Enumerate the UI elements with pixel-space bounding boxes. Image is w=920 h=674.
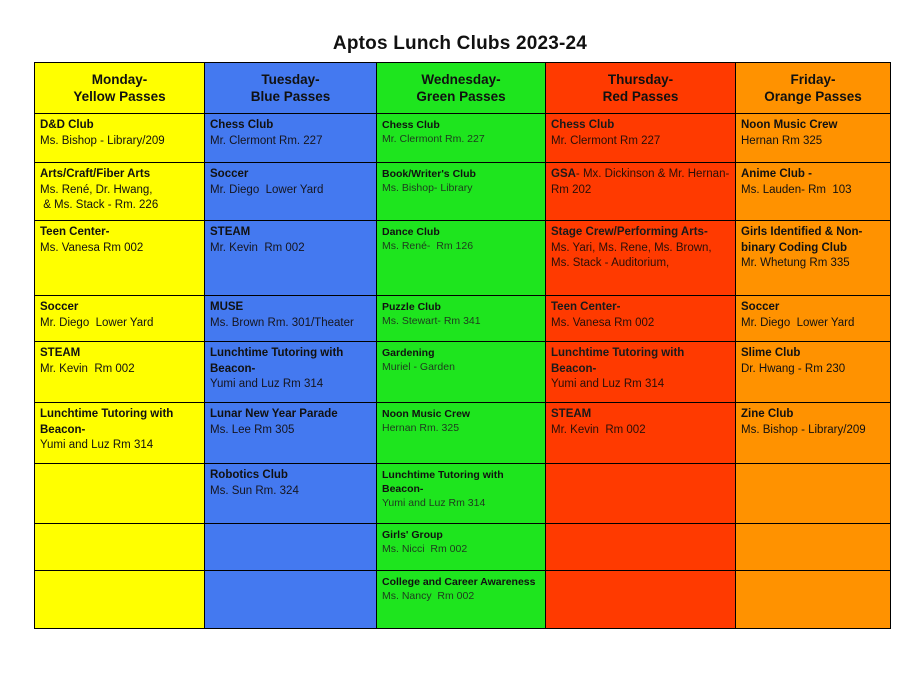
club-cell-wednesday — [377, 342, 546, 403]
club-name: Lunchtime Tutoring with Beacon- — [210, 347, 344, 375]
club-cell-monday — [35, 221, 205, 296]
club-cell-monday — [35, 464, 205, 524]
header-wednesday: Wednesday- Green Passes — [377, 63, 546, 114]
club-name: Soccer — [741, 301, 780, 313]
club-leader: Ms. Stack - Auditorium, — [551, 257, 670, 269]
club-name: Soccer — [40, 301, 79, 313]
club-name: Zine Club — [741, 408, 794, 420]
club-name: College and Career Awareness — [382, 576, 536, 588]
club-cell-wednesday — [377, 403, 546, 464]
club-leader: Mr. Whetung Rm 335 — [741, 257, 850, 269]
club-name: Robotics Club — [210, 469, 288, 481]
header-tuesday: Tuesday- Blue Passes — [205, 63, 377, 114]
club-name: Stage Crew/Performing Arts- — [551, 226, 708, 238]
club-name: Book/Writer's Club — [382, 168, 476, 180]
club-leader: Yumi and Luz Rm 314 — [551, 378, 665, 390]
club-name: MUSE — [210, 301, 244, 313]
club-leader: Ms. Yari, Ms. Rene, Ms. Brown, — [551, 241, 712, 254]
club-leader: Ms. Vanesa Rm 002 — [551, 316, 655, 329]
club-name: STEAM — [210, 226, 251, 238]
club-cell-monday — [35, 403, 205, 464]
club-leader: Ms. Brown Rm. 301/Theater — [210, 316, 354, 329]
club-leader: Mr. Clermont Rm 227 — [551, 134, 661, 147]
club-name: Teen Center- — [40, 226, 110, 238]
club-cell-tuesday — [205, 403, 377, 464]
club-cell-friday — [736, 571, 891, 629]
club-cell-tuesday — [205, 464, 377, 524]
club-leader: Yumi and Luz Rm 314 — [382, 497, 486, 509]
club-cell-thursday — [546, 296, 736, 342]
club-leader: Mr. Kevin Rm 002 — [40, 362, 135, 375]
club-leader: Ms. René, Dr. Hwang, — [40, 183, 153, 196]
header-thursday: Thursday- Red Passes — [546, 63, 736, 114]
club-cell-monday — [35, 296, 205, 342]
club-name: Lunchtime Tutoring with Beacon- — [382, 469, 504, 495]
club-name: Lunchtime Tutoring with Beacon- — [40, 408, 174, 436]
club-leader: Ms. Bishop- Library — [382, 182, 473, 194]
table-row — [35, 296, 891, 342]
club-leader: - Mx. Dickinson & Mr. Hernan- Rm 202 — [551, 168, 730, 196]
table-row — [35, 464, 891, 524]
club-cell-friday — [736, 114, 891, 163]
club-name: Girls' Group — [382, 529, 443, 541]
club-leader: Muriel - Garden — [382, 361, 455, 373]
club-leader: Mr. Clermont Rm. 227 — [210, 134, 323, 147]
club-cell-wednesday — [377, 524, 546, 571]
club-cell-thursday — [546, 571, 736, 629]
header-friday: Friday- Orange Passes — [736, 63, 891, 114]
club-name: Arts/Craft/Fiber Arts — [40, 168, 151, 180]
club-leader: & Ms. Stack - Rm. 226 — [40, 199, 159, 211]
club-cell-thursday — [546, 464, 736, 524]
page-title: Aptos Lunch Clubs 2023-24 — [332, 33, 588, 54]
club-leader: Ms. Nancy Rm 002 — [382, 590, 475, 602]
club-name: Dance Club — [382, 226, 440, 238]
club-name: Chess Club — [210, 119, 274, 131]
club-cell-thursday — [546, 114, 736, 163]
club-leader: Ms. Sun Rm. 324 — [210, 484, 299, 497]
club-leader: Ms. Stewart- Rm 341 — [382, 315, 481, 327]
club-name: Noon Music Crew — [382, 408, 471, 420]
club-cell-thursday — [546, 221, 736, 296]
club-cell-friday — [736, 221, 891, 296]
club-cell-tuesday — [205, 342, 377, 403]
club-cell-friday — [736, 464, 891, 524]
header-row — [35, 63, 891, 114]
club-leader: Ms. René- Rm 126 — [382, 240, 474, 252]
club-leader: Ms. Vanesa Rm 002 — [40, 241, 144, 254]
club-name: Anime Club - — [741, 168, 812, 180]
club-cell-tuesday — [205, 524, 377, 571]
club-cell-monday — [35, 342, 205, 403]
club-name: Noon Music Crew — [741, 119, 838, 131]
club-cell-tuesday — [205, 571, 377, 629]
club-cell-monday — [35, 571, 205, 629]
club-name: Soccer — [210, 168, 249, 180]
club-cell-friday — [736, 342, 891, 403]
club-cell-friday — [736, 524, 891, 571]
table-row — [35, 571, 891, 629]
club-leader: Yumi and Luz Rm 314 — [40, 439, 154, 451]
club-leader: Hernan Rm 325 — [741, 134, 823, 147]
club-name: Lunar New Year Parade — [210, 408, 338, 420]
club-name: STEAM — [40, 347, 81, 359]
club-name: Girls Identified & Non-binary Coding Club — [741, 226, 863, 254]
club-cell-friday — [736, 163, 891, 221]
table-row — [35, 221, 891, 296]
table-row — [35, 342, 891, 403]
club-cell-tuesday — [205, 296, 377, 342]
club-cell-friday — [736, 403, 891, 464]
club-leader: Mr. Diego Lower Yard — [210, 183, 324, 196]
header-monday: Monday- Yellow Passes — [35, 63, 205, 114]
club-leader: Mr. Diego Lower Yard — [741, 316, 855, 329]
club-leader: Mr. Diego Lower Yard — [40, 316, 154, 329]
club-leader: Ms. Bishop - Library/209 — [40, 134, 165, 147]
club-leader: Yumi and Luz Rm 314 — [210, 378, 324, 390]
club-name: Chess Club — [551, 119, 615, 131]
club-name: Gardening — [382, 347, 435, 359]
club-name: Chess Club — [382, 119, 440, 131]
club-name: Teen Center- — [551, 301, 621, 313]
club-leader: Ms. Lee Rm 305 — [210, 423, 295, 436]
table-row — [35, 163, 891, 221]
club-cell-monday — [35, 524, 205, 571]
club-leader: Ms. Lauden- Rm 103 — [741, 183, 852, 196]
club-cell-wednesday — [377, 296, 546, 342]
club-cell-wednesday — [377, 464, 546, 524]
club-cell-thursday — [546, 163, 736, 221]
club-cell-monday — [35, 163, 205, 221]
club-cell-tuesday — [205, 114, 377, 163]
club-cell-wednesday — [377, 571, 546, 629]
club-cell-monday — [35, 114, 205, 163]
club-leader: Mr. Kevin Rm 002 — [551, 423, 646, 436]
table-row — [35, 403, 891, 464]
club-leader: Dr. Hwang - Rm 230 — [741, 362, 846, 375]
club-leader: Ms. Nicci Rm 002 — [382, 543, 468, 555]
club-name: Slime Club — [741, 347, 801, 359]
club-leader: Mr. Clermont Rm. 227 — [382, 133, 485, 145]
club-cell-thursday — [546, 342, 736, 403]
clubs-table — [34, 62, 891, 629]
club-name: D&D Club — [40, 119, 94, 131]
club-leader: Hernan Rm. 325 — [382, 422, 460, 434]
club-leader: Ms. Bishop - Library/209 — [741, 423, 866, 436]
club-name: GSA — [551, 168, 576, 180]
club-cell-tuesday — [205, 221, 377, 296]
club-name: STEAM — [551, 408, 592, 420]
club-cell-wednesday — [377, 221, 546, 296]
club-leader: Mr. Kevin Rm 002 — [210, 241, 305, 254]
club-cell-wednesday — [377, 163, 546, 221]
club-cell-friday — [736, 296, 891, 342]
club-cell-wednesday — [377, 114, 546, 163]
club-cell-thursday — [546, 403, 736, 464]
club-cell-tuesday — [205, 163, 377, 221]
table-row — [35, 114, 891, 163]
table-row — [35, 524, 891, 571]
club-name: Puzzle Club — [382, 301, 441, 313]
club-cell-thursday — [546, 524, 736, 571]
club-name: Lunchtime Tutoring with Beacon- — [551, 347, 685, 375]
